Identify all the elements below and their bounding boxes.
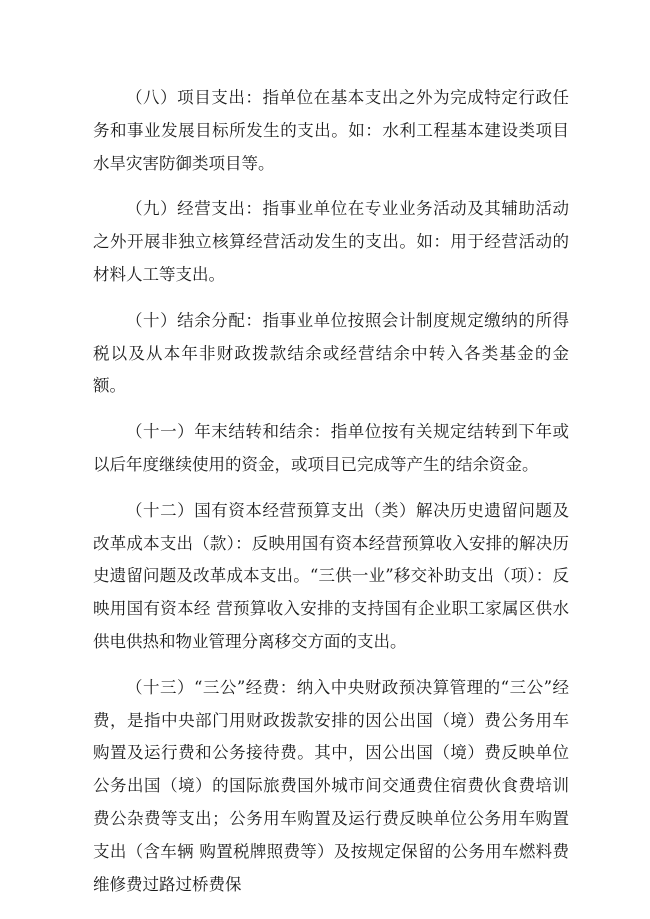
paragraph-item-13: （十三）“三公”经费：纳入中央财政预决算管理的“三公”经费，是指中央部门用财政拨款安排的因公出国（境）费公务用车购置及运行费和公务接待费。其中，因公出国（境）费反映单位公务出国（境）的国际旅费国外城市间交通费住宿费伙食费培训费公杂费等支出；公务用车购置及运行费反映单位公务用车购置支出（含车辆 购置税牌照费等）及按规定保留的公务用车燃料费维修费过路过桥费保 [93,677,569,894]
paragraph-item-11: （十一）年末结转和结余：指单位按有关规定结转到下年或以后年度继续使用的资金，或项目已完成等产生的结余资金。 [93,422,569,474]
paragraph-item-8: （八）项目支出：指单位在基本支出之外为完成特定行政任务和事业发展目标所发生的支出。如：水利工程基本建设类项目水旱灾害防御类项目等。 [93,88,569,173]
paragraph-item-9: （九）经营支出：指事业单位在专业业务活动及其辅助活动之外开展非独立核算经营活动发生的支出。如：用于经营活动的材料人工等支出。 [93,199,569,284]
paragraph-item-12: （十二）国有资本经营预算支出（类）解决历史遗留问题及改革成本支出（款）：反映用国有资本经营预算收入安排的解决历史遗留问题及改革成本支出。“三供一业”移交补助支出（项）：反映用国有资本经 营预算收入安排的支持国有企业职工家属区供水供电供热和物业管理分离移交方面的支出。 [93,500,569,651]
document-body [93,82,569,914]
paragraph-item-10: （十）结余分配：指事业单位按照会计制度规定缴纳的所得税以及从本年非财政拨款结余或经营结余中转入各类基金的金额。 [93,310,569,396]
